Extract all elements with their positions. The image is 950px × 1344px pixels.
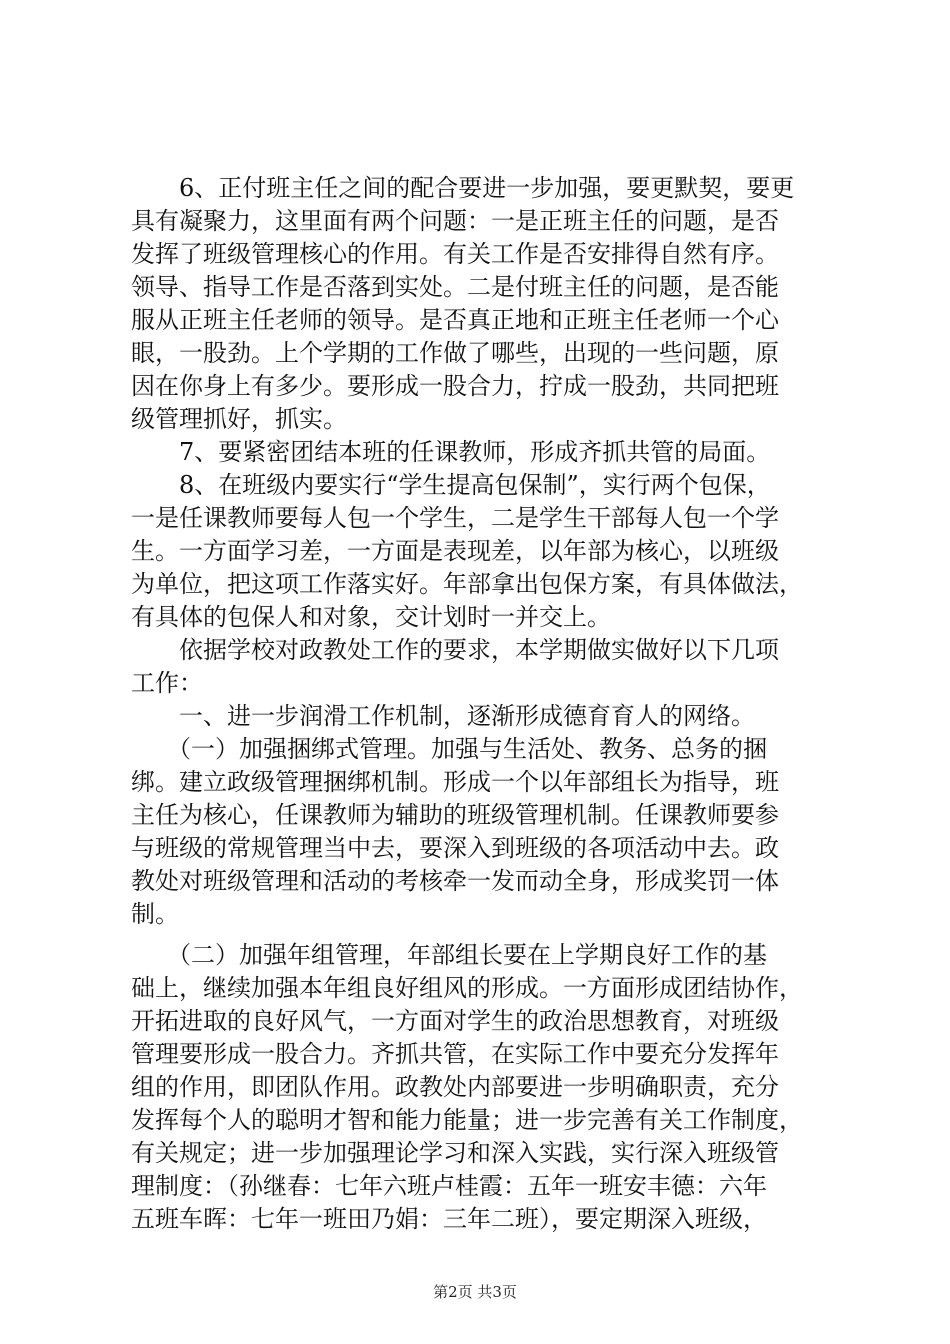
text-line: 理制度：（孙继春：七年六班卢桂霞：五年一班安丰德：六年 <box>131 1172 767 1200</box>
text-line: 教处对班级管理和活动的考核牵一发而动全身，形成奖罚一体 <box>131 867 779 895</box>
text-line: 具有凝聚力，这里面有两个问题：一是正班主任的问题，是否 <box>131 207 779 235</box>
text-line: 础上，继续加强本年组良好组风的形成。一方面形成团结协作， <box>131 974 803 1002</box>
text-line: 有具体的包保人和对象，交计划时一并交上。 <box>131 603 611 631</box>
text-line: 主任为核心，任课教师为辅助的班级管理机制。任课教师要参 <box>131 801 779 829</box>
text-line: 工作： <box>131 669 203 697</box>
page-number-label: 第2页 共3页 <box>433 1283 517 1301</box>
text-line: 发挥每个人的聪明才智和能力能量；进一步完善有关工作制度， <box>131 1106 803 1134</box>
document-body <box>131 172 831 1236</box>
text-line: 依据学校对政教处工作的要求，本学期做实做好以下几项 <box>131 636 779 664</box>
text-line: 8、在班级内要实行“学生提高包保制”，实行两个包保， <box>131 471 771 499</box>
text-line: 7、要紧密团结本班的任课教师，形成齐抓共管的局面。 <box>131 438 771 466</box>
text-line: 眼，一股劲。上个学期的工作做了哪些，出现的一些问题，原 <box>131 339 779 367</box>
text-line: 管理要形成一股合力。齐抓共管，在实际工作中要充分发挥年 <box>131 1040 779 1068</box>
text-line: 生。一方面学习差，一方面是表现差，以年部为核心，以班级 <box>131 537 779 565</box>
text-line: 发挥了班级管理核心的作用。有关工作是否安排得自然有序。 <box>131 240 779 268</box>
text-line: 因在你身上有多少。要形成一股合力，拧成一股劲，共同把班 <box>131 372 779 400</box>
text-line: 有关规定；进一步加强理论学习和深入实践，实行深入班级管 <box>131 1139 779 1167</box>
text-line: 一是任课教师要每人包一个学生，二是学生干部每人包一个学 <box>131 504 779 532</box>
text-line: 五班车晖：七年一班田乃娟：三年二班），要定期深入班级， <box>131 1205 767 1233</box>
text-line: 级管理抓好，抓实。 <box>131 405 347 433</box>
text-line: （二）加强年组管理，年部组长要在上学期良好工作的基 <box>131 941 767 969</box>
text-line: 绑。建立政级管理捆绑机制。形成一个以年部组长为指导，班 <box>131 768 779 796</box>
page-footer <box>0 1282 950 1302</box>
text-line: 服从正班主任老师的领导。是否真正地和正班主任老师一个心 <box>131 306 779 334</box>
text-line: 为单位，把这项工作落实好。年部拿出包保方案，有具体做法， <box>131 570 803 598</box>
text-line: 领导、指导工作是否落到实处。二是付班主任的问题，是否能 <box>131 273 779 301</box>
text-line: 组的作用，即团队作用。政教处内部要进一步明确职责，充分 <box>131 1073 779 1101</box>
text-line: 制。 <box>131 900 179 928</box>
text-line: （一）加强捆绑式管理。加强与生活处、教务、总务的捆 <box>131 735 767 763</box>
text-line: 一、进一步润滑工作机制，逐渐形成德育育人的网络。 <box>131 702 755 730</box>
text-line: 6、正付班主任之间的配合要进一步加强，要更默契，要更 <box>131 174 795 202</box>
text-line: 开拓进取的良好风气，一方面对学生的政治思想教育，对班级 <box>131 1007 779 1035</box>
text-line: 与班级的常规管理当中去，要深入到班级的各项活动中去。政 <box>131 834 779 862</box>
